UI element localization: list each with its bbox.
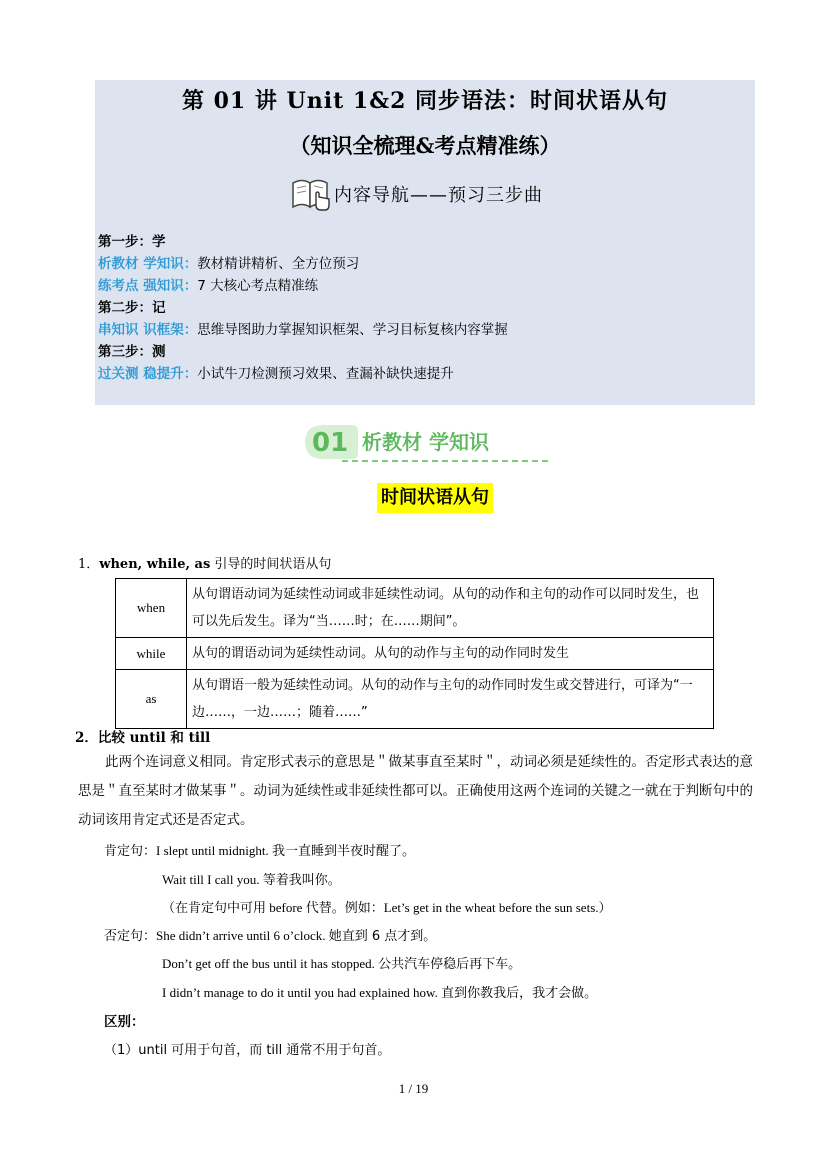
banner-number: 01	[312, 428, 349, 458]
negative-label: 否定句：	[104, 929, 157, 944]
step-two-heading: 第二步：记	[98, 300, 166, 316]
step-key: 串知识 识框架：	[98, 322, 198, 338]
point1-number: 1．	[78, 557, 100, 572]
example-en: She didn’t arrive until 6 o’clock.	[156, 928, 329, 943]
point2-paragraph	[78, 748, 754, 835]
banner-text: 析教材 学知识	[362, 430, 489, 454]
example-line	[104, 925, 436, 944]
example-line	[162, 953, 521, 972]
table-row	[116, 670, 714, 729]
step-three-heading: 第三步：测	[98, 344, 166, 360]
nav-label: 内容导航——预习三步曲	[334, 185, 543, 206]
section-title: 时间状语从句	[377, 483, 493, 513]
point1-rest: 引导的时间状语从句	[210, 557, 332, 572]
point2-text: 此两个连词意义相同。肯定形式表示的意思是＂做某事直至某时＂，动词必须是延续性的。否定形式表达的意思是＂直至某时才做某事＂。动词为延续性或非延续性都可以。正确使用这两个连词的关键之一就在于判断句中的动词该用肯定式还是否定式。	[78, 754, 753, 828]
book-pointer-icon	[290, 175, 332, 213]
step-one-heading: 第一步：学	[98, 234, 166, 250]
point1-keywords: when, while, as	[99, 557, 211, 572]
positive-label: 肯定句：	[104, 844, 157, 859]
table-row	[116, 579, 714, 638]
example-en: I didn’t manage to do it until you had explained how.	[162, 985, 442, 1000]
point2-heading: 2．比较 until 和 till	[75, 730, 211, 746]
difference-item	[104, 1039, 390, 1058]
example-cn: 等着我叫你。	[262, 873, 341, 888]
step-key: 过关测 稳提升：	[98, 366, 198, 382]
step-desc: 7 大核心考点精准练	[197, 278, 319, 294]
step-key: 练考点 强知识：	[98, 278, 198, 294]
table-key: as	[116, 670, 187, 729]
step-key: 析教材 学知识：	[98, 256, 198, 272]
banner-divider	[342, 460, 548, 462]
page-number: 1 / 19	[398, 1081, 429, 1096]
step-item	[98, 319, 508, 341]
table-key: when	[116, 579, 187, 638]
example-line	[104, 840, 415, 859]
example-cn: 公共汽车停稳后再下车。	[378, 957, 522, 972]
example-line	[162, 982, 597, 1001]
example-line	[162, 869, 341, 888]
difference-text: （1）until 可用于句首，而 till 通常不用于句首。	[104, 1043, 391, 1058]
table-key: while	[116, 638, 187, 670]
table-row	[116, 638, 714, 670]
step-item	[98, 363, 508, 385]
point1-heading	[78, 553, 331, 572]
example-en: Don’t get off the bus until it has stopped.	[162, 956, 379, 971]
steps-list	[98, 231, 508, 385]
example-cn: 我一直睡到半夜时醒了。	[271, 844, 415, 859]
example-en: I slept until midnight.	[156, 843, 272, 858]
step-desc: 思维导图助力掌握知识框架、学习目标复核内容掌握	[197, 322, 508, 338]
example-cn: 她直到 6 点才到。	[328, 929, 437, 944]
page-subtitle: （知识全梳理&考点精准练）	[289, 133, 561, 158]
example-line	[162, 897, 612, 916]
example-note: （在肯定句中可用 before 代替。例如：Let’s get in the wheat before the sun sets.）	[162, 900, 612, 915]
step-item	[98, 275, 508, 297]
step-desc: 小试牛刀检测预习效果、查漏补缺快速提升	[197, 366, 454, 382]
table-value: 从句谓语动词为延续性动词或非延续性动词。从句的动作和主句的动作可以同时发生，也可以先后发生。译为“当……时；在……期间”。	[187, 579, 714, 638]
content-nav	[290, 174, 543, 214]
example-cn: 直到你教我后，我才会做。	[441, 986, 598, 1001]
example-en: Wait till I call you.	[162, 872, 263, 887]
table-value: 从句的谓语动词为延续性动词。从句的动作与主句的动作同时发生	[187, 638, 714, 670]
step-desc: 教材精讲精析、全方位预习	[197, 256, 360, 272]
difference-label: 区别：	[104, 1014, 145, 1030]
conjunction-table	[115, 578, 714, 729]
page-title: 第 01 讲 Unit 1&2 同步语法：时间状语从句	[181, 88, 669, 114]
table-value: 从句谓语一般为延续性动词。从句的动作与主句的动作同时发生或交替进行，可译为“一边……，一边……；随着……”	[187, 670, 714, 729]
step-item	[98, 253, 508, 275]
